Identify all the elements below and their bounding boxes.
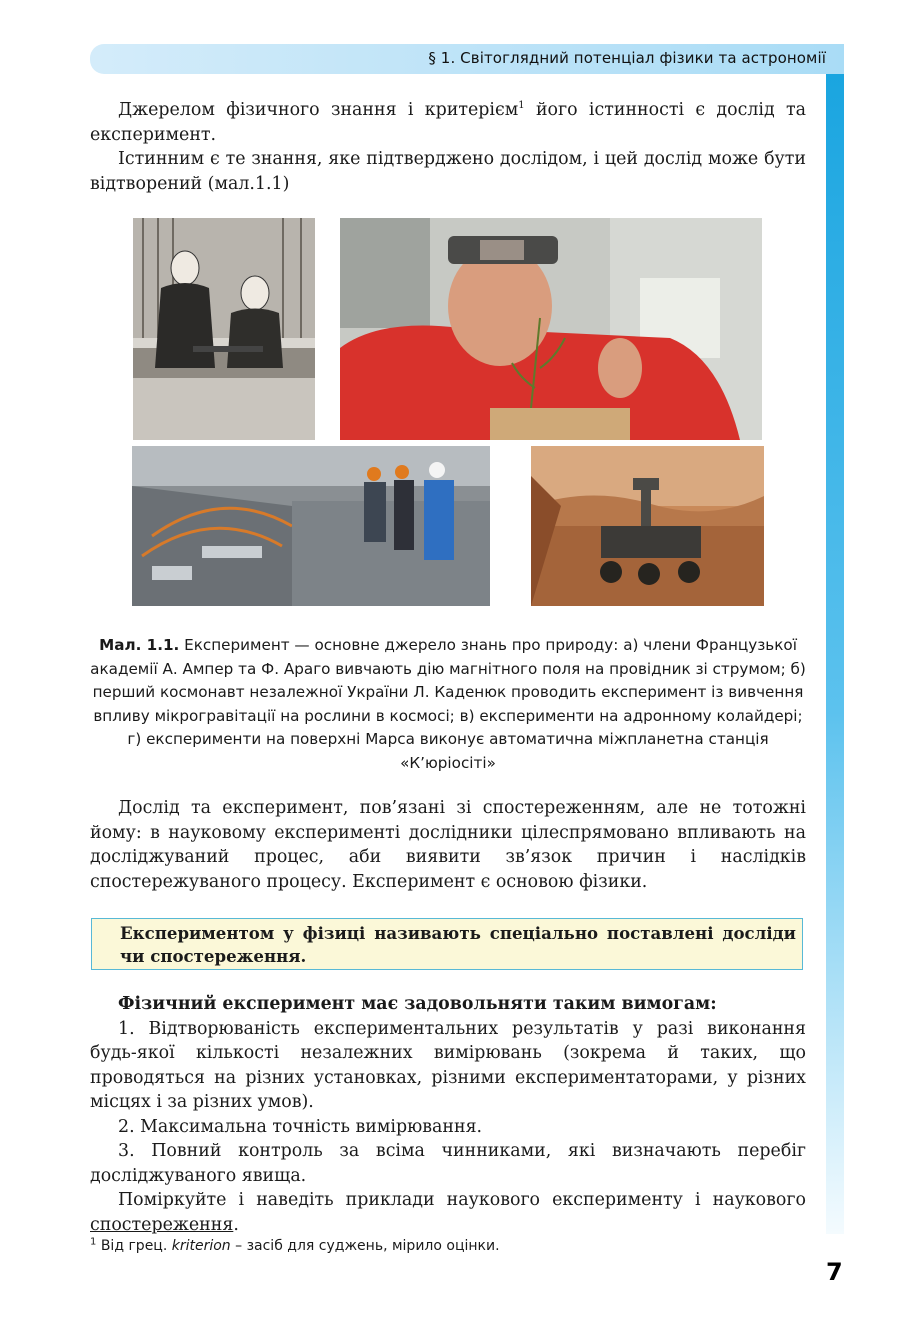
experiment-paragraph: Дослід та експеримент, пов’язані зі спостереженням, але не тотожні йому: в науковому експерименті дослідники цілеспрямовано впливають на досліджуваний процес, аби виявити зв’язок причин і наслідків спостережуваного процесу. Експеримент є основою фізики. bbox=[90, 798, 806, 892]
footnote-term: kriterion bbox=[171, 1238, 231, 1254]
requirements-heading: Фізичний експеримент має задовольняти таким вимогам: bbox=[118, 994, 717, 1014]
task-paragraph: Поміркуйте і наведіть приклади наукового експерименту і наукового спостереження. bbox=[90, 1190, 806, 1235]
requirements-text bbox=[90, 992, 806, 1237]
intro-paragraph-1: Джерелом фізичного знання і критерієм$^1$ його істинності є дослід та експеримент. bbox=[90, 100, 806, 145]
photo-curiosity-mars bbox=[531, 446, 764, 606]
requirement-item-1: 1. Відтворюваність експериментальних результатів у разі виконання будь-якої кількості незалежних вимірювань (зокрема й таких, що проводяться на різних установках, різними експериментаторами, у різних місцях і за різних умов). bbox=[90, 1018, 806, 1112]
requirement-item-3: 3. Повний контроль за всіма чинниками, які визначають перебіг досліджуваного явища. bbox=[90, 1141, 806, 1186]
photo-hadron-collider bbox=[132, 446, 490, 606]
caption-text: Експеримент — основне джерело знань про природу: а) члени Французької академії А. Ампер та Ф. Араго вивчають дію магнітного поля на провідник зі струмом; б) перший космонавт незалежної України Л. Каденюк проводить експеримент із вивчення впливу мікрогравітації на рослини в космосі; в) експерименти на адронному колайдері; г) експерименти на поверхні Марса виконує автоматична міжпланетна станція «К’юріосіті» bbox=[90, 636, 806, 772]
requirement-item-2: 2. Максимальна точність вимірювання. bbox=[118, 1116, 483, 1137]
caption-label: Мал. 1.1. bbox=[99, 636, 180, 654]
photo-cosmonaut-plants bbox=[340, 218, 762, 440]
running-header bbox=[90, 44, 844, 74]
page-number: 7 bbox=[826, 1258, 843, 1286]
section-title: § 1. Світоглядний потенціал фізики та астрономії bbox=[428, 49, 826, 67]
body-text-experiment bbox=[90, 796, 806, 894]
footnote-ref: 1 bbox=[518, 100, 525, 112]
intro-text bbox=[90, 98, 806, 196]
definition-box bbox=[91, 918, 803, 970]
footnote: $^1$ Від грец. kriterion – засіб для суджень, мірило оцінки. bbox=[90, 1236, 500, 1254]
photo-ampere-arago bbox=[133, 218, 315, 440]
definition-text: Експериментом у фізиці називають спеціально поставлені досліди чи спостереження. bbox=[120, 923, 796, 966]
intro-paragraph-2: Істинним є те знання, яке підтверджено дослідом, і цей дослід може бути відтворений (мал.1.1) bbox=[90, 149, 806, 194]
decorative-side-bar bbox=[826, 74, 844, 1234]
underlined-word: спостереження bbox=[90, 1214, 234, 1235]
figure-caption bbox=[90, 634, 806, 775]
